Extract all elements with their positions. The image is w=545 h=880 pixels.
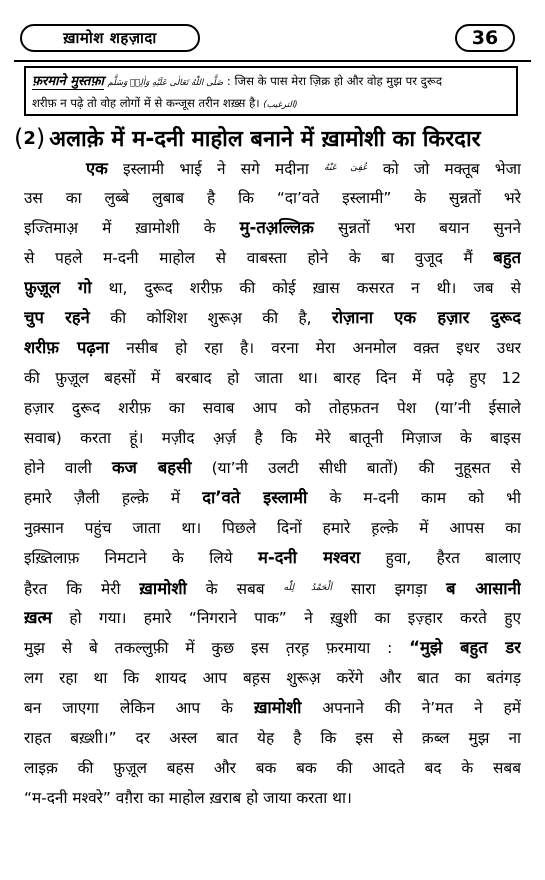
text-run: “म-दनी मश्वरे” वग़ैरा का माहोल ख़राब हो जाया करता था। <box>24 789 352 807</box>
hadith-text-1: : जिस के पास मेरा ज़िक्र हो और वोह मुझ पर दुरूद <box>226 74 443 88</box>
paragraph-line <box>24 753 521 783</box>
text-run: हैरत कि मेरी <box>24 580 140 598</box>
text-run: अपनाने की ने’मत ने हमें <box>301 699 521 717</box>
text-run: सवाब) करता हूं। मज़ीद अ़र्ज़ है कि मेरे बातूनी मिज़ाज के बाइस <box>24 429 521 447</box>
paragraph-line <box>24 723 521 753</box>
bold-phrase: बहुत <box>493 248 521 267</box>
text-run: नसीब हो रहा है। वरना मेरा अनमोल वक़्त इधर उधर <box>109 339 521 357</box>
paragraph-line <box>24 393 521 423</box>
paragraph-line <box>24 213 521 243</box>
honorific-text: عُفِیَ عَنْهُ <box>324 163 368 173</box>
text-run: की फ़ुज़ूल बहसों में बरबाद हो जाता था। बारह दिन में पढ़े हुए 12 <box>24 369 521 387</box>
paragraph-line <box>24 333 521 363</box>
bold-phrase: ख़त्म <box>24 608 53 627</box>
bold-phrase: चुप रहने <box>24 308 90 327</box>
bold-phrase: शरीफ़ पढ़ना <box>24 338 110 357</box>
text-run: मुझ से बे तकल्लुफ़ी में कुछ इस त़रह़ फ़रमाया : <box>24 639 410 657</box>
text-run: को जो मक्तूब भेजा <box>367 160 521 178</box>
paragraph-line <box>24 693 521 723</box>
text-run: था, दुरूद शरीफ़ की कोई ख़ास कसरत न थी। जब से <box>91 279 521 297</box>
paragraph-line <box>24 303 521 333</box>
body-paragraph <box>24 153 521 813</box>
header-divider <box>14 60 531 62</box>
text-run: होने वाली <box>24 459 112 477</box>
paragraph-line <box>24 783 521 813</box>
paragraph-line <box>24 603 521 633</box>
paragraph-line <box>24 573 521 603</box>
text-run: (या’नी उलटी सीधी बातों) की नुहूसत से <box>191 459 521 477</box>
text-run: से पहले म-दनी माहोल से वाबस्ता होने के बा वुजूद मैं <box>24 249 494 267</box>
bold-phrase: ख़ामोशी <box>253 698 302 717</box>
section-number: 2 <box>23 127 36 149</box>
honorific-text: اَلْحَمْدُ لِلّٰه <box>283 583 332 593</box>
paragraph-line <box>24 663 521 693</box>
text-run: नुक़्सान पहुंच जाता था। पिछले दिनों हमारे ह़ल्क़े में आपस का <box>24 519 521 537</box>
text-run: उस का लुब्बे लुबाब है कि “दा’वते इस्लामी” के सुन्नतों भरे <box>24 189 521 207</box>
text-run: लग रहा था कि शायद आप बह़स शुरूअ़ करेंगे और बात का बतंगड़ <box>24 669 521 687</box>
hadith-box <box>24 66 518 116</box>
paragraph-line <box>24 363 521 393</box>
text-run: बन जाएगा लेकिन आप के <box>24 699 254 717</box>
bold-phrase: रोज़ाना एक हज़ार दुरूद <box>332 308 521 327</box>
paragraph-line <box>24 243 521 273</box>
bold-phrase: “मुझे बहुत डर <box>409 638 521 657</box>
bold-phrase: कज बहसी <box>111 458 192 477</box>
text-run: के म-दनी काम को भी <box>307 489 521 507</box>
section-title: अलाक़े में म-दनी माहोल बनाने में ख़ामोशी का किरदार <box>49 127 481 152</box>
paragraph-line <box>24 633 521 663</box>
salawat-text: صَلَّى اللّٰهُ تَعَالٰى عَلَيْهِ وَاٰلِهٖ وَسَلَّم <box>107 78 224 88</box>
bold-phrase: फ़ुज़ूल गो <box>24 278 92 297</box>
hadith-label: फ़रमाने मुस्तफ़ा <box>32 74 104 89</box>
text-run: इस्लामी भाई ने सगे मदीना <box>107 160 325 178</box>
bold-phrase: दा’वते इस्लामी <box>202 488 308 507</box>
text-run: की कोशिश शुरूअ़ की है, <box>89 309 333 327</box>
bold-phrase: म-दनी मश्वरा <box>258 548 361 567</box>
page-number-badge <box>455 24 515 52</box>
section-heading <box>14 121 534 155</box>
text-run: हो गया। हमारे “निगराने पाक” ने ख़ुशी का इज़्हार करते हुए <box>52 609 521 627</box>
paragraph-line <box>24 153 521 183</box>
text-run: राहत बख़्शी।” दर अस्ल बात येह है कि इस से क़ब्ल मुझ ना <box>24 729 521 747</box>
hadith-line-1 <box>32 71 510 93</box>
paragraph-line <box>24 273 521 303</box>
text-run: सुन्नतों भरा बयान सुनने <box>313 219 521 237</box>
text-run: सारा झगड़ा <box>331 580 447 598</box>
section-number-marker: ( 2 ) <box>14 124 46 152</box>
text-run: हज़ार दुरूद शरीफ़ का सवाब आप को तोहफ़तन पेश (या’नी ईसाले <box>24 399 521 417</box>
hadith-reference: (الترغيب) <box>263 100 298 110</box>
paragraph-line <box>24 453 521 483</box>
paragraph-line <box>24 513 521 543</box>
paragraph-line <box>24 543 521 573</box>
paragraph-line <box>24 423 521 453</box>
book-title: ख़ामोश शहज़ादा <box>63 29 157 47</box>
bold-phrase: मु-तअ़ल्लिक़ <box>239 218 314 237</box>
hadith-text-2: शरीफ़ न पढ़े तो वोह लोगों में से कन्जूस तरीन शख़्स है। <box>32 96 260 110</box>
text-run: के सबब <box>186 580 284 598</box>
bold-phrase: ख़ामोशी <box>139 579 187 598</box>
page-number: 36 <box>471 27 499 49</box>
paragraph-line <box>24 183 521 213</box>
text-run: इख़्तिलाफ़ निमटाने के लिये <box>24 549 258 567</box>
text-run: हमारे ज़ैली ह़ल्क़े में <box>24 489 203 507</box>
bold-phrase: एक <box>86 159 108 178</box>
bold-phrase: ब आसानी <box>446 579 521 598</box>
text-run: लाइक़ की फ़ुज़ूल बहस और बक बक की आदते बद के सबब <box>24 759 521 777</box>
book-title-badge <box>20 24 200 52</box>
text-run: हुवा, हैरत बालाए <box>360 549 521 567</box>
paragraph-line <box>24 483 521 513</box>
text-run: इज्तिमाअ़ में ख़ामोशी के <box>24 219 240 237</box>
hadith-line-2 <box>32 93 510 115</box>
